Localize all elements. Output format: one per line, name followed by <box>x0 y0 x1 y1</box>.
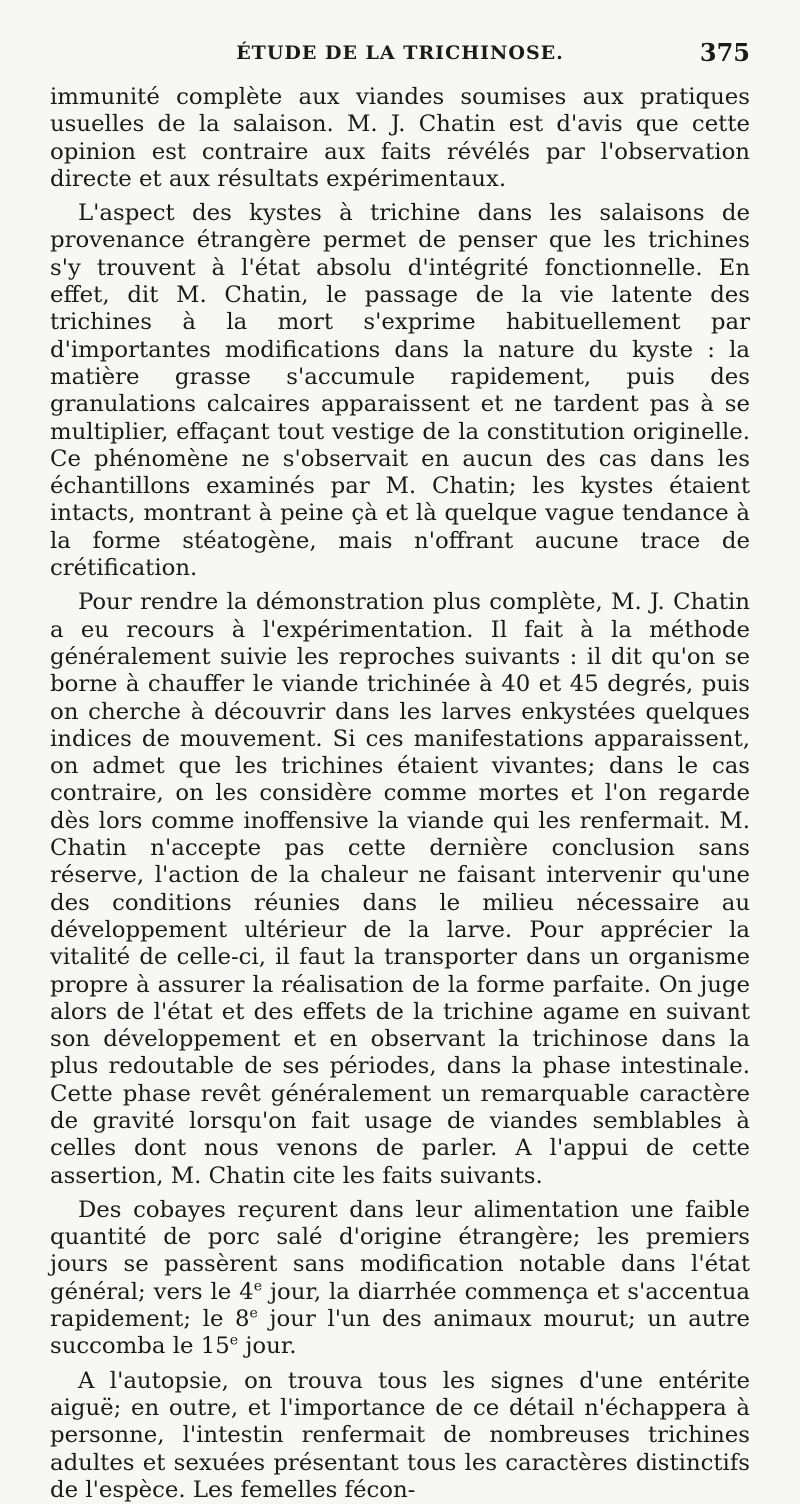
paragraph-4-part-4: jour. <box>238 1333 297 1360</box>
paragraph-4-part-2: jour, la diarrhée commença et s'accentua rapidement; le 8 <box>50 1278 750 1333</box>
superscript-e: e <box>253 1278 263 1295</box>
page-number: 375 <box>699 38 750 67</box>
paragraph-5: A l'autopsie, on trouva tous les signes d'une entérite aiguë; en outre, et l'importance de ce détail n'échappera à personne, l'intestin renfermait de nombreuses trichines adultes et sexuées présentant tous les caractères distinctifs de l'espèce. Les femelles fécon- <box>50 1367 750 1503</box>
paragraph-4-part-1: Des cobayes reçurent dans leur alimentation une faible quantité de porc salé d'origine étrangère; les premiers jours se passèrent sans modification notable dans l'état général; vers le 4 <box>50 1196 750 1305</box>
body-text <box>50 84 750 1504</box>
paragraph-4 <box>50 1197 750 1361</box>
superscript-e: e <box>229 1332 239 1349</box>
superscript-e: e <box>249 1305 258 1322</box>
running-head <box>50 28 750 84</box>
running-head-title: ÉTUDE DE LA TRICHINOSE. <box>236 42 564 64</box>
book-page <box>50 28 750 1504</box>
paragraph-3: Pour rendre la démonstration plus complète, M. J. Chatin a eu recours à l'expérimentation. Il fait à la méthode généralement suivie les reproches suivants : il dit qu'on se borne à chauffer le viande trichinée à 40 et 45 degrés, puis on cherche à découvrir dans les larves enkystées quelques indices de mouvement. Si ces manifestations apparaissent, on admet que les trichines étaient vivantes; dans le cas contraire, on les considère comme mortes et l'on regarde dès lors comme inoffensive la viande qui les renfermait. M. Chatin n'accepte pas cette dernière conclusion sans réserve, l'action de la chaleur ne faisant intervenir qu'une des conditions réunies dans le milieu nécessaire au développement ultérieur de la larve. Pour apprécier la vitalité de celle-ci, il faut la transporter dans un organisme propre à assurer la réalisation de la forme parfaite. On juge alors de l'état et des effets de la trichine agame en suivant son développement et en observant la trichinose dans la plus redoutable de ses périodes, dans la phase intestinale. Cette phase revêt généralement un remarquable caractère de gravité lorsqu'on fait usage de viandes semblables à celles dont nous venons de parler. A l'appui de cette assertion, M. Chatin cite les faits suivants. <box>50 589 750 1189</box>
paragraph-4-part-3: jour l'un des animaux mourut; un autre succomba le 15 <box>50 1306 751 1360</box>
paragraph-2: L'aspect des kystes à trichine dans les salaisons de provenance étrangère permet de penser que les trichines s'y trouvent à l'état absolu d'intégrité fonctionnelle. En effet, dit M. Chatin, le passage de la vie latente des trichines à la mort s'exprime habituellement par d'importantes modifications dans la nature du kyste : la matière grasse s'accumule rapidement, puis des granulations calcaires apparaissent et ne tardent pas à se multiplier, effaçant tout vestige de la constitution originelle. Ce phénomène ne s'observait en aucun des cas dans les échantillons examinés par M. Chatin; les kystes étaient intacts, montrant à peine çà et là quelque vague tendance à la forme stéatogène, mais n'offrant aucune trace de crétification. <box>50 200 750 582</box>
paragraph-1: immunité complète aux viandes soumises aux pratiques usuelles de la salaison. M. J. Chatin est d'avis que cette opinion est contraire aux faits révélés par l'observation directe et aux résultats expérimentaux. <box>50 84 750 192</box>
